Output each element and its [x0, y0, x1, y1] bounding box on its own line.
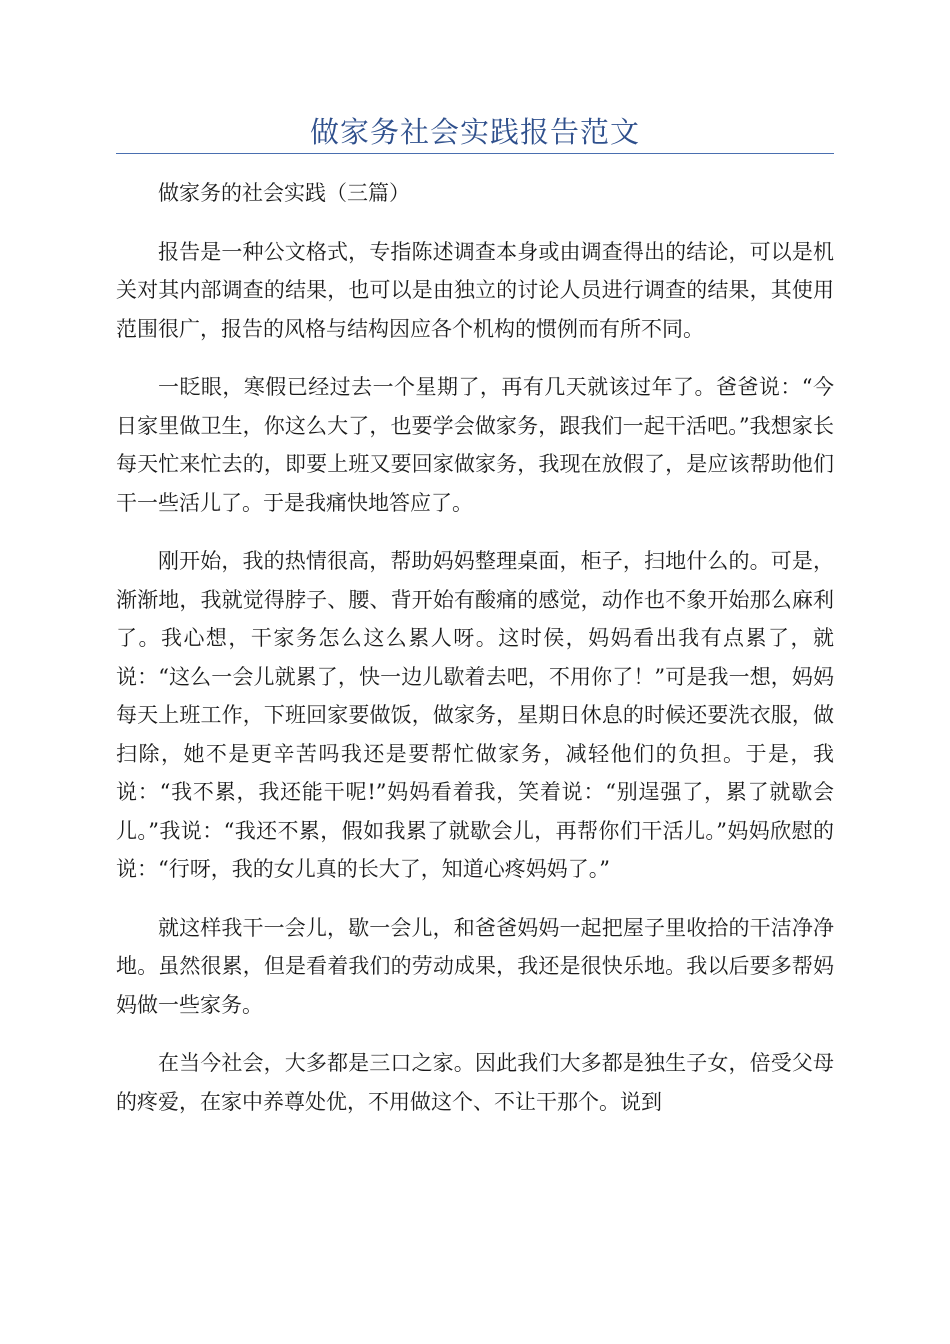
- paragraph-1: 报告是一种公文格式，专指陈述调查本身或由调查得出的结论，可以是机关对其内部调查的结果，也可以是由独立的讨论人员进行调查的结果，其使用范围很广，报告的风格与结构因应各个机构的惯例而有所不同。: [116, 239, 834, 341]
- paragraph-5: 在当今社会，大多都是三口之家。因此我们大多都是独生子女，倍受父母的疼爱，在家中养尊处优，不用做这个、不让干那个。说到: [116, 1051, 834, 1114]
- paragraph-2: 一眨眼，寒假已经过去一个星期了，再有几天就该过年了。爸爸说：“今日家里做卫生，你这么大了，也要学会做家务，跟我们一起干活吧。”我想家长每天忙来忙去的，即要上班又要回家做家务，我现在放假了，是应该帮助他们干一些活儿了。于是我痛快地答应了。: [116, 375, 834, 515]
- paragraph-subtitle: 做家务的社会实践（三篇）: [158, 181, 410, 205]
- paragraph-4: 就这样我干一会儿，歇一会儿，和爸爸妈妈一起把屋子里收拾的干洁净净地。虽然很累，但是看着我们的劳动成果，我还是很快乐地。我以后要多帮妈妈做一些家务。: [116, 915, 834, 1017]
- page-title: 做家务社会实践报告范文: [309, 115, 640, 149]
- document-body: [116, 174, 834, 1141]
- title-underline: [116, 153, 834, 154]
- paragraph-3: 刚开始，我的热情很高，帮助妈妈整理桌面，柜子，扫地什么的。可是，渐渐地，我就觉得脖子、腰、背开始有酸痛的感觉，动作也不象开始那么麻利了。我心想，干家务怎么这么累人呀。这时侯，妈妈看出我有点累了，就说：“这么一会儿就累了，快一边儿歇着去吧，不用你了！”可是我一想，妈妈每天上班工作，下班回家要做饭，做家务，星期日休息的时候还要洗衣服，做扫除，她不是更辛苦吗我还是要帮忙做家务，减轻他们的负担。于是，我说：“我不累，我还能干呢!”妈妈看着我，笑着说：“别逞强了，累了就歇会儿。”我说：“我还不累，假如我累了就歇会儿，再帮你们干活儿。”妈妈欣慰的说：“行呀，我的女儿真的长大了，知道心疼妈妈了。”: [116, 549, 834, 881]
